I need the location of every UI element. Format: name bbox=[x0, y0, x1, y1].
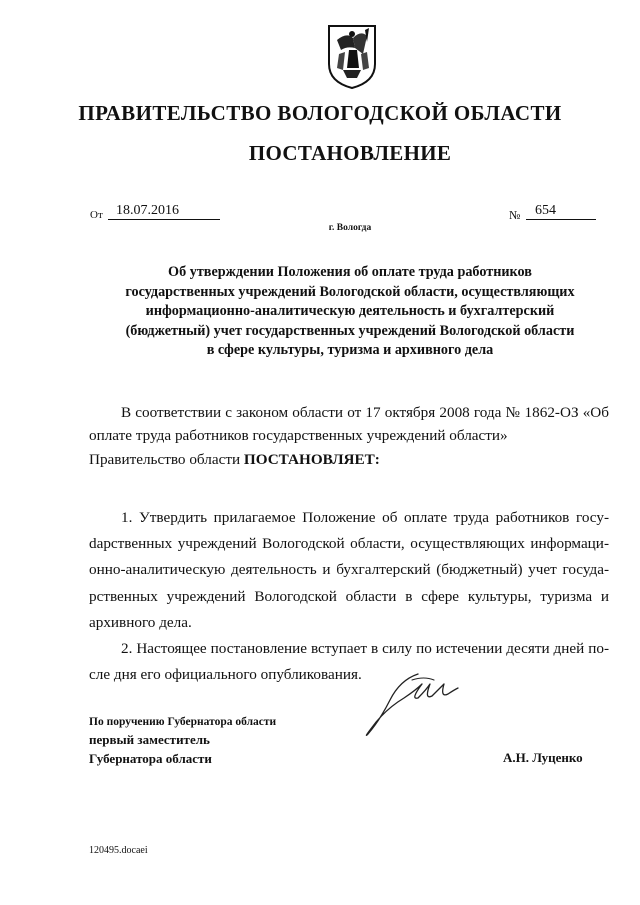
subject-line: Об утверждении Положения об оплате труда работников bbox=[168, 264, 532, 280]
resolution-item-1: 1. Утвердить прилагаемое Положение об оплате труда работников госуdарственных учреждений Вологодской области, осуществляющих информационно-аналитическую деятельность и бухгалтерский (бюджетный) учет государственных учреждений Вологодской области в сфере культуры, туризма и архивного дела. bbox=[89, 509, 609, 631]
signer-position-block bbox=[89, 714, 389, 768]
subject-line: (бюджетный) учет государственных учреждений Вологодской области bbox=[125, 322, 575, 339]
preamble-paragraph bbox=[89, 401, 609, 447]
preamble-text-end: оплате труда работников государственных учреждений области» bbox=[89, 427, 508, 444]
subject-line: в сфере культуры, туризма и архивного дела bbox=[206, 342, 494, 359]
resolution-line bbox=[89, 448, 609, 471]
document-type-title: ПОСТАНОВЛЕНИЕ bbox=[248, 141, 452, 165]
vologda-coat-of-arms-icon bbox=[327, 24, 377, 90]
document-file-code: 120495.docaei bbox=[89, 845, 148, 856]
organization-title: ПРАВИТЕЛЬСТВО ВОЛОГОДСКОЙ ОБЛАСТИ bbox=[78, 101, 562, 125]
signer-line: Губернатора области bbox=[89, 750, 212, 766]
document-number: 654 bbox=[526, 202, 596, 220]
issue-city: г. Вологда bbox=[328, 223, 372, 233]
subject-line: информационно-аналитическую деятельность и бухгалтерский bbox=[145, 303, 555, 320]
date-prefix: От bbox=[90, 209, 103, 221]
subject-line: государственных учреждений Вологодской области, осуществляющих bbox=[125, 283, 575, 300]
resolves-keyword: ПОСТАНОВЛЯЕТ: bbox=[243, 451, 380, 468]
document-subject bbox=[70, 263, 630, 361]
signer-line: первый заместитель bbox=[89, 732, 210, 747]
resolution-item-2: 2. Настоящее постановление вступает в силу по истечении десяти дней после дня его официального опубликования. bbox=[89, 640, 609, 684]
document-date: 18.07.2016 bbox=[108, 202, 220, 220]
signer-line: По поручению Губернатора области bbox=[89, 716, 277, 728]
resolves-prefix: Правительство области bbox=[89, 451, 241, 468]
number-prefix: № bbox=[509, 208, 521, 222]
signer-name: А.Н. Луценко bbox=[503, 750, 583, 765]
preamble-text-start: В соответствии с законом области от 17 октября 2008 года № 1862-ОЗ «Об bbox=[121, 404, 609, 421]
